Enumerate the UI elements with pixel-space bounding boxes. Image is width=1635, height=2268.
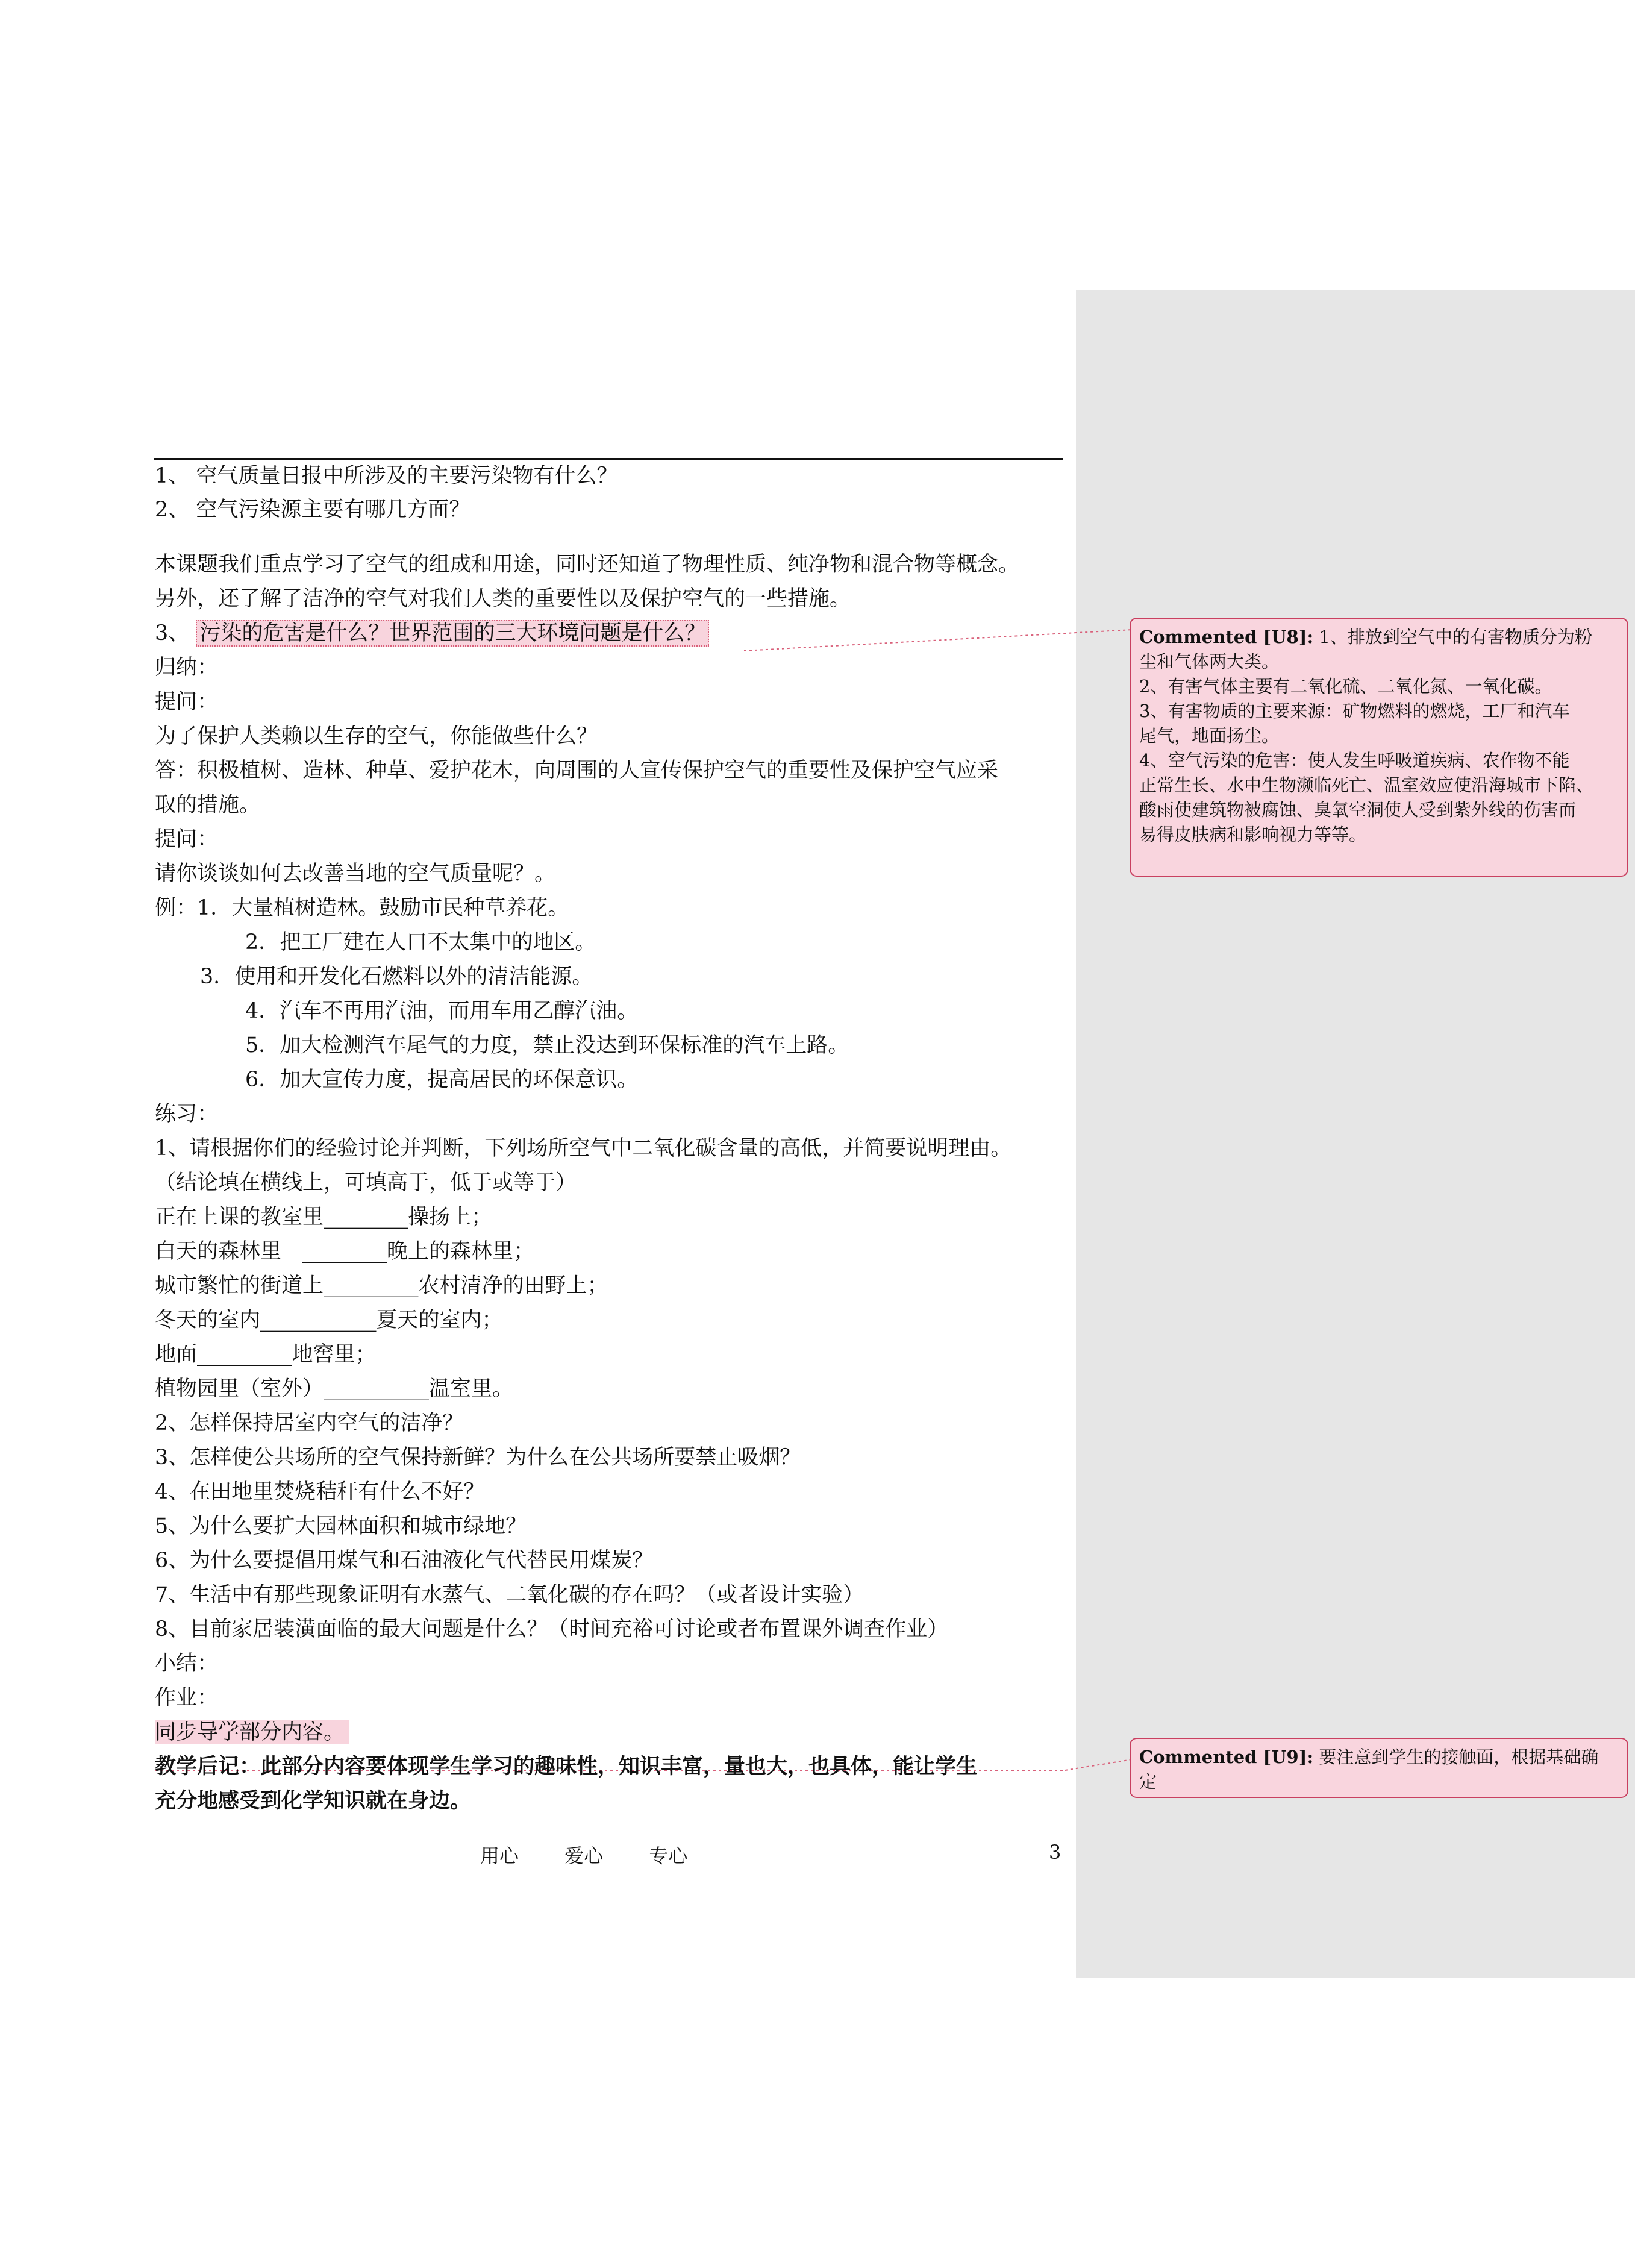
postscript-line-2: 充分地感受到化学知识就在身边。 <box>155 1788 472 1813</box>
comment-u9[interactable] <box>1130 1738 1628 1798</box>
example-6: 6．加大宣传力度，提高居民的环保意识。 <box>245 1068 639 1092</box>
fill-in-4: 冬天的室内___________夏天的室内； <box>155 1308 503 1332</box>
practice-4: 4、在田地里焚烧秸秆有什么不好？ <box>155 1480 485 1504</box>
example-4: 4．汽车不再用汽油，而用车用乙醇汽油。 <box>245 999 639 1023</box>
heading-conclusion: 小结： <box>155 1652 219 1676</box>
fill-in-2: 白天的森林里 ________晚上的森林里； <box>155 1239 535 1264</box>
comment-pane <box>1076 290 1635 1978</box>
comment-u8-line-6: 4、空气污染的危害：使人发生呼吸道疾病、农作物不能 <box>1139 750 1570 771</box>
fill-in-3: 城市繁忙的街道上_________农村清净的田野上； <box>155 1274 608 1298</box>
answer-line-2: 取的措施。 <box>155 793 261 817</box>
summary-line-2: 另外，还了解了洁净的空气对我们人类的重要性以及保护空气的一些措施。 <box>155 587 851 611</box>
question-3 <box>155 618 709 648</box>
ask-1-text: 为了保护人类赖以生存的空气，你能做些什么？ <box>155 724 598 748</box>
example-5: 5．加大检测汽车尾气的力度，禁止没达到环保标准的汽车上路。 <box>245 1033 849 1057</box>
footer-word-3: 专心 <box>649 1844 688 1867</box>
comment-u8-line-2: 尘和气体两大类。 <box>1139 651 1280 672</box>
comment-u9-line-2: 定 <box>1139 1771 1157 1792</box>
comment-u8-line-7: 正常生长、水中生物濒临死亡、温室效应使沿海城市下陷、 <box>1139 775 1594 795</box>
homework-highlight: 同步导学部分内容。 <box>155 1720 349 1744</box>
comment-u8[interactable] <box>1130 618 1628 877</box>
page-number: 3 <box>1049 1841 1061 1864</box>
header-rule <box>154 458 1063 460</box>
practice-1-note: （结论填在横线上，可填高于，低于或等于） <box>155 1171 577 1195</box>
heading-homework: 作业： <box>155 1686 219 1710</box>
heading-ask-2: 提问： <box>155 827 219 851</box>
comment-u8-line-5: 尾气，地面扬尘。 <box>1139 725 1280 746</box>
summary-line-1: 本课题我们重点学习了空气的组成和用途，同时还知道了物理性质、纯净物和混合物等概念。 <box>155 553 1020 577</box>
comment-u8-tag: Commented [U8]: <box>1139 627 1314 647</box>
heading-ask-1: 提问： <box>155 690 219 714</box>
connector-u8 <box>744 630 1133 651</box>
example-3: 3．使用和开发化石燃料以外的清洁能源。 <box>200 965 593 989</box>
practice-7: 7、生活中有那些现象证明有水蒸气、二氧化碳的存在吗？（或者设计实验） <box>155 1583 864 1607</box>
fill-in-6: 植物园里（室外）__________温室里。 <box>155 1377 514 1401</box>
footer <box>480 1841 727 1869</box>
practice-5: 5、为什么要扩大园林面积和城市绿地？ <box>155 1514 527 1538</box>
example-2: 2．把工厂建在人口不太集中的地区。 <box>245 930 596 954</box>
practice-1: 1、请根据你们的经验讨论并判断，下列场所空气中二氧化碳含量的高低，并简要说明理由。 <box>155 1136 1012 1161</box>
answer-line-1: 答：积极植树、造林、种草、爱护花木，向周围的人宣传保护空气的重要性及保护空气应采 <box>155 759 999 783</box>
fill-in-1: 正在上课的教室里________操扬上； <box>155 1205 493 1229</box>
practice-8: 8、目前家居装潢面临的最大问题是什么？（时间充裕可讨论或者布置课外调查作业） <box>155 1617 949 1641</box>
ask-2-text: 请你谈谈如何去改善当地的空气质量呢？。 <box>155 862 556 886</box>
fill-in-5: 地面_________地窖里； <box>155 1342 377 1367</box>
question-3-number: 3、 <box>155 621 190 645</box>
comment-u9-tag: Commented [U9]: <box>1139 1747 1314 1767</box>
footer-word-1: 用心 <box>480 1844 519 1867</box>
practice-3: 3、怎样使公共场所的空气保持新鲜？为什么在公共场所要禁止吸烟？ <box>155 1446 801 1470</box>
heading-practice: 练习： <box>155 1102 219 1126</box>
comment-u8-line-4: 3、有害物质的主要来源：矿物燃料的燃烧，工厂和汽车 <box>1139 701 1570 721</box>
homework-text <box>155 1717 349 1747</box>
practice-6: 6、为什么要提倡用煤气和石油液化气代替民用煤炭？ <box>155 1549 654 1573</box>
postscript-line-1: 教学后记：此部分内容要体现学生学习的趣味性，知识丰富，量也大，也具体，能让学生 <box>155 1754 978 1779</box>
comment-u8-line-3: 2、有害气体主要有二氧化硫、二氧化氮、一氧化碳。 <box>1139 676 1552 697</box>
comment-u8-line-9: 易得皮肤病和影响视力等等。 <box>1139 824 1367 845</box>
example-1: 例：1．大量植树造林。鼓励市民种草养花。 <box>155 896 569 920</box>
comment-u8-line-1: 1、排放到空气中的有害物质分为粉 <box>1319 627 1592 647</box>
footer-word-2: 爱心 <box>564 1844 604 1867</box>
question-3-highlight: 污染的危害是什么？世界范围的三大环境问题是什么？ <box>196 620 709 647</box>
practice-2: 2、怎样保持居室内空气的洁净？ <box>155 1411 464 1435</box>
comment-u8-line-8: 酸雨使建筑物被腐蚀、臭氧空洞使人受到紫外线的伤害而 <box>1139 800 1577 820</box>
question-2: 2、 空气污染源主要有哪几方面？ <box>155 498 470 522</box>
heading-summary: 归纳： <box>155 656 219 680</box>
question-1: 1、 空气质量日报中所涉及的主要污染物有什么？ <box>155 464 618 488</box>
comment-u9-line-1: 要注意到学生的接触面，根据基础确 <box>1319 1747 1599 1767</box>
